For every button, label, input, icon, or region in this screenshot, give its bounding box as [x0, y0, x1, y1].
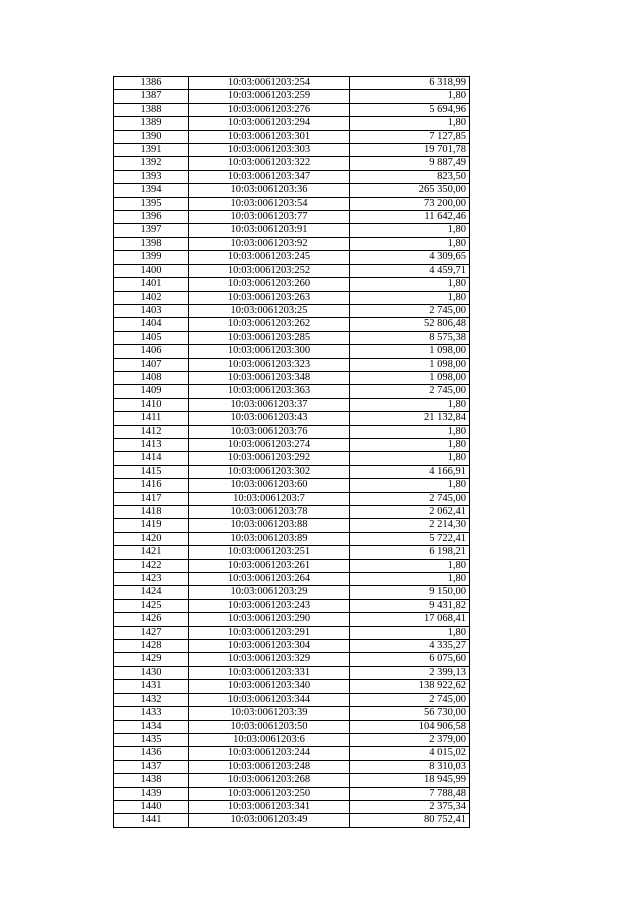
row-number-cell: 1437	[114, 760, 189, 773]
table-row	[114, 519, 470, 532]
row-number-cell: 1438	[114, 774, 189, 787]
table-row	[114, 546, 470, 559]
row-number-cell: 1394	[114, 184, 189, 197]
table-row	[114, 197, 470, 210]
cadastral-number-cell: 10:03:0061203:248	[189, 760, 350, 773]
table-row	[114, 291, 470, 304]
row-number-cell: 1432	[114, 693, 189, 706]
cadastral-number-cell: 10:03:0061203:91	[189, 224, 350, 237]
table-row	[114, 358, 470, 371]
row-number-cell: 1406	[114, 345, 189, 358]
amount-cell: 7 127,85	[350, 130, 470, 143]
table-row	[114, 760, 470, 773]
table-row	[114, 77, 470, 90]
amount-cell: 1,80	[350, 117, 470, 130]
row-number-cell: 1397	[114, 224, 189, 237]
table-row	[114, 800, 470, 813]
row-number-cell: 1421	[114, 546, 189, 559]
amount-cell: 73 200,00	[350, 197, 470, 210]
cadastral-number-cell: 10:03:0061203:29	[189, 586, 350, 599]
row-number-cell: 1395	[114, 197, 189, 210]
row-number-cell: 1425	[114, 599, 189, 612]
cadastral-number-cell: 10:03:0061203:300	[189, 345, 350, 358]
cadastral-number-cell: 10:03:0061203:262	[189, 318, 350, 331]
row-number-cell: 1407	[114, 358, 189, 371]
cadastral-number-cell: 10:03:0061203:252	[189, 264, 350, 277]
table-row	[114, 452, 470, 465]
row-number-cell: 1416	[114, 479, 189, 492]
row-number-cell: 1403	[114, 304, 189, 317]
row-number-cell: 1429	[114, 653, 189, 666]
table-row	[114, 90, 470, 103]
cadastral-number-cell: 10:03:0061203:6	[189, 733, 350, 746]
cadastral-number-cell: 10:03:0061203:276	[189, 103, 350, 116]
table-row	[114, 425, 470, 438]
table-row	[114, 787, 470, 800]
row-number-cell: 1427	[114, 626, 189, 639]
amount-cell: 52 806,48	[350, 318, 470, 331]
cadastral-number-cell: 10:03:0061203:264	[189, 573, 350, 586]
cadastral-number-cell: 10:03:0061203:259	[189, 90, 350, 103]
amount-cell: 4 015,02	[350, 747, 470, 760]
amount-cell: 5 694,96	[350, 103, 470, 116]
cadastral-number-cell: 10:03:0061203:363	[189, 385, 350, 398]
amount-cell: 9 431,82	[350, 599, 470, 612]
row-number-cell: 1401	[114, 278, 189, 291]
amount-cell: 2 062,41	[350, 506, 470, 519]
table-body	[114, 77, 470, 828]
amount-cell: 2 399,13	[350, 666, 470, 679]
row-number-cell: 1417	[114, 492, 189, 505]
table-row	[114, 720, 470, 733]
row-number-cell: 1405	[114, 331, 189, 344]
cadastral-number-cell: 10:03:0061203:322	[189, 157, 350, 170]
row-number-cell: 1419	[114, 519, 189, 532]
row-number-cell: 1393	[114, 170, 189, 183]
amount-cell: 7 788,48	[350, 787, 470, 800]
table-row	[114, 613, 470, 626]
amount-cell: 1,80	[350, 479, 470, 492]
row-number-cell: 1411	[114, 412, 189, 425]
amount-cell: 4 335,27	[350, 640, 470, 653]
cadastral-number-cell: 10:03:0061203:260	[189, 278, 350, 291]
row-number-cell: 1399	[114, 251, 189, 264]
row-number-cell: 1386	[114, 77, 189, 90]
table-row	[114, 318, 470, 331]
table-row	[114, 251, 470, 264]
row-number-cell: 1436	[114, 747, 189, 760]
row-number-cell: 1423	[114, 573, 189, 586]
cadastral-number-cell: 10:03:0061203:37	[189, 398, 350, 411]
row-number-cell: 1430	[114, 666, 189, 679]
amount-cell: 19 701,78	[350, 144, 470, 157]
row-number-cell: 1408	[114, 371, 189, 384]
amount-cell: 2 745,00	[350, 304, 470, 317]
row-number-cell: 1402	[114, 291, 189, 304]
row-number-cell: 1390	[114, 130, 189, 143]
row-number-cell: 1440	[114, 800, 189, 813]
table-row	[114, 103, 470, 116]
row-number-cell: 1418	[114, 506, 189, 519]
table-row	[114, 371, 470, 384]
table-row	[114, 653, 470, 666]
table-row	[114, 640, 470, 653]
cadastral-number-cell: 10:03:0061203:43	[189, 412, 350, 425]
row-number-cell: 1391	[114, 144, 189, 157]
amount-cell: 21 132,84	[350, 412, 470, 425]
amount-cell: 17 068,41	[350, 613, 470, 626]
amount-cell: 9 887,49	[350, 157, 470, 170]
row-number-cell: 1439	[114, 787, 189, 800]
amount-cell: 4 459,71	[350, 264, 470, 277]
cadastral-number-cell: 10:03:0061203:243	[189, 599, 350, 612]
cadastral-number-cell: 10:03:0061203:88	[189, 519, 350, 532]
amount-cell: 265 350,00	[350, 184, 470, 197]
row-number-cell: 1392	[114, 157, 189, 170]
cadastral-number-cell: 10:03:0061203:304	[189, 640, 350, 653]
cadastral-number-cell: 10:03:0061203:244	[189, 747, 350, 760]
table-row	[114, 559, 470, 572]
row-number-cell: 1387	[114, 90, 189, 103]
table-row	[114, 479, 470, 492]
table-row	[114, 157, 470, 170]
cadastral-number-cell: 10:03:0061203:274	[189, 438, 350, 451]
cadastral-number-cell: 10:03:0061203:254	[189, 77, 350, 90]
table-row	[114, 224, 470, 237]
row-number-cell: 1420	[114, 532, 189, 545]
table-row	[114, 506, 470, 519]
cadastral-number-cell: 10:03:0061203:347	[189, 170, 350, 183]
table-row	[114, 599, 470, 612]
row-number-cell: 1396	[114, 211, 189, 224]
row-number-cell: 1398	[114, 237, 189, 250]
cadastral-number-cell: 10:03:0061203:60	[189, 479, 350, 492]
cadastral-number-cell: 10:03:0061203:245	[189, 251, 350, 264]
row-number-cell: 1409	[114, 385, 189, 398]
amount-cell: 138 922,62	[350, 680, 470, 693]
table-row	[114, 304, 470, 317]
row-number-cell: 1404	[114, 318, 189, 331]
cadastral-number-cell: 10:03:0061203:294	[189, 117, 350, 130]
amount-cell: 1,80	[350, 438, 470, 451]
table-row	[114, 626, 470, 639]
row-number-cell: 1428	[114, 640, 189, 653]
cadastral-number-cell: 10:03:0061203:268	[189, 774, 350, 787]
table-row	[114, 170, 470, 183]
table-row	[114, 211, 470, 224]
amount-cell: 1 098,00	[350, 358, 470, 371]
row-number-cell: 1434	[114, 720, 189, 733]
row-number-cell: 1388	[114, 103, 189, 116]
cadastral-number-cell: 10:03:0061203:77	[189, 211, 350, 224]
row-number-cell: 1400	[114, 264, 189, 277]
cadastral-number-cell: 10:03:0061203:25	[189, 304, 350, 317]
row-number-cell: 1412	[114, 425, 189, 438]
amount-cell: 11 642,46	[350, 211, 470, 224]
table-row	[114, 774, 470, 787]
row-number-cell: 1422	[114, 559, 189, 572]
amount-cell: 6 075,60	[350, 653, 470, 666]
amount-cell: 1 098,00	[350, 345, 470, 358]
amount-cell: 2 745,00	[350, 693, 470, 706]
amount-cell: 1,80	[350, 425, 470, 438]
amount-cell: 2 214,30	[350, 519, 470, 532]
amount-cell: 1,80	[350, 573, 470, 586]
amount-cell: 2 379,00	[350, 733, 470, 746]
row-number-cell: 1435	[114, 733, 189, 746]
amount-cell: 9 150,00	[350, 586, 470, 599]
table-row	[114, 707, 470, 720]
cadastral-number-cell: 10:03:0061203:7	[189, 492, 350, 505]
row-number-cell: 1433	[114, 707, 189, 720]
amount-cell: 1,80	[350, 90, 470, 103]
table-row	[114, 693, 470, 706]
table-row	[114, 398, 470, 411]
cadastral-number-cell: 10:03:0061203:92	[189, 237, 350, 250]
amount-cell: 1,80	[350, 626, 470, 639]
table-row	[114, 532, 470, 545]
cadastral-number-cell: 10:03:0061203:76	[189, 425, 350, 438]
table-row	[114, 814, 470, 827]
cadastral-number-cell: 10:03:0061203:285	[189, 331, 350, 344]
table-row	[114, 184, 470, 197]
cadastral-number-cell: 10:03:0061203:323	[189, 358, 350, 371]
cadastral-number-cell: 10:03:0061203:329	[189, 653, 350, 666]
cadastral-number-cell: 10:03:0061203:303	[189, 144, 350, 157]
cadastral-number-cell: 10:03:0061203:340	[189, 680, 350, 693]
table-row	[114, 278, 470, 291]
cadastral-number-cell: 10:03:0061203:50	[189, 720, 350, 733]
cadastral-number-cell: 10:03:0061203:36	[189, 184, 350, 197]
amount-cell: 1,80	[350, 224, 470, 237]
cadastral-number-cell: 10:03:0061203:250	[189, 787, 350, 800]
table-row	[114, 385, 470, 398]
row-number-cell: 1441	[114, 814, 189, 827]
amount-cell: 6 198,21	[350, 546, 470, 559]
cadastral-number-cell: 10:03:0061203:89	[189, 532, 350, 545]
row-number-cell: 1424	[114, 586, 189, 599]
table-row	[114, 117, 470, 130]
table-row	[114, 573, 470, 586]
table-row	[114, 130, 470, 143]
amount-cell: 1,80	[350, 398, 470, 411]
amount-cell: 2 375,34	[350, 800, 470, 813]
amount-cell: 1,80	[350, 291, 470, 304]
table-row	[114, 747, 470, 760]
amount-cell: 2 745,00	[350, 385, 470, 398]
table-row	[114, 412, 470, 425]
amount-cell: 823,50	[350, 170, 470, 183]
cadastral-number-cell: 10:03:0061203:341	[189, 800, 350, 813]
amount-cell: 80 752,41	[350, 814, 470, 827]
cadastral-number-cell: 10:03:0061203:261	[189, 559, 350, 572]
table-row	[114, 492, 470, 505]
cadastral-number-cell: 10:03:0061203:348	[189, 371, 350, 384]
cadastral-number-cell: 10:03:0061203:302	[189, 465, 350, 478]
table-row	[114, 144, 470, 157]
cadastral-number-cell: 10:03:0061203:39	[189, 707, 350, 720]
amount-cell: 1,80	[350, 452, 470, 465]
table-row	[114, 733, 470, 746]
table-row	[114, 666, 470, 679]
cadastral-number-cell: 10:03:0061203:291	[189, 626, 350, 639]
amount-cell: 5 722,41	[350, 532, 470, 545]
cadastral-number-cell: 10:03:0061203:344	[189, 693, 350, 706]
amount-cell: 8 310,03	[350, 760, 470, 773]
cadastral-number-cell: 10:03:0061203:54	[189, 197, 350, 210]
cadastral-number-cell: 10:03:0061203:331	[189, 666, 350, 679]
table-row	[114, 680, 470, 693]
row-number-cell: 1426	[114, 613, 189, 626]
table-row	[114, 237, 470, 250]
amount-cell: 1,80	[350, 559, 470, 572]
cadastral-number-cell: 10:03:0061203:301	[189, 130, 350, 143]
row-number-cell: 1413	[114, 438, 189, 451]
amount-cell: 4 309,65	[350, 251, 470, 264]
amount-cell: 6 318,99	[350, 77, 470, 90]
cadastral-number-cell: 10:03:0061203:290	[189, 613, 350, 626]
amount-cell: 18 945,99	[350, 774, 470, 787]
cadastral-number-cell: 10:03:0061203:263	[189, 291, 350, 304]
row-number-cell: 1389	[114, 117, 189, 130]
row-number-cell: 1414	[114, 452, 189, 465]
amount-cell: 104 906,58	[350, 720, 470, 733]
cadastral-number-cell: 10:03:0061203:251	[189, 546, 350, 559]
row-number-cell: 1410	[114, 398, 189, 411]
table-row	[114, 264, 470, 277]
amount-cell: 56 730,00	[350, 707, 470, 720]
table-row	[114, 586, 470, 599]
amount-cell: 2 745,00	[350, 492, 470, 505]
table-row	[114, 331, 470, 344]
table-row	[114, 465, 470, 478]
amount-cell: 4 166,91	[350, 465, 470, 478]
amount-cell: 8 575,38	[350, 331, 470, 344]
amount-cell: 1,80	[350, 278, 470, 291]
table-row	[114, 345, 470, 358]
amount-cell: 1,80	[350, 237, 470, 250]
row-number-cell: 1431	[114, 680, 189, 693]
data-table	[113, 76, 470, 828]
cadastral-number-cell: 10:03:0061203:49	[189, 814, 350, 827]
cadastral-number-cell: 10:03:0061203:292	[189, 452, 350, 465]
cadastral-number-cell: 10:03:0061203:78	[189, 506, 350, 519]
row-number-cell: 1415	[114, 465, 189, 478]
amount-cell: 1 098,00	[350, 371, 470, 384]
table-row	[114, 438, 470, 451]
